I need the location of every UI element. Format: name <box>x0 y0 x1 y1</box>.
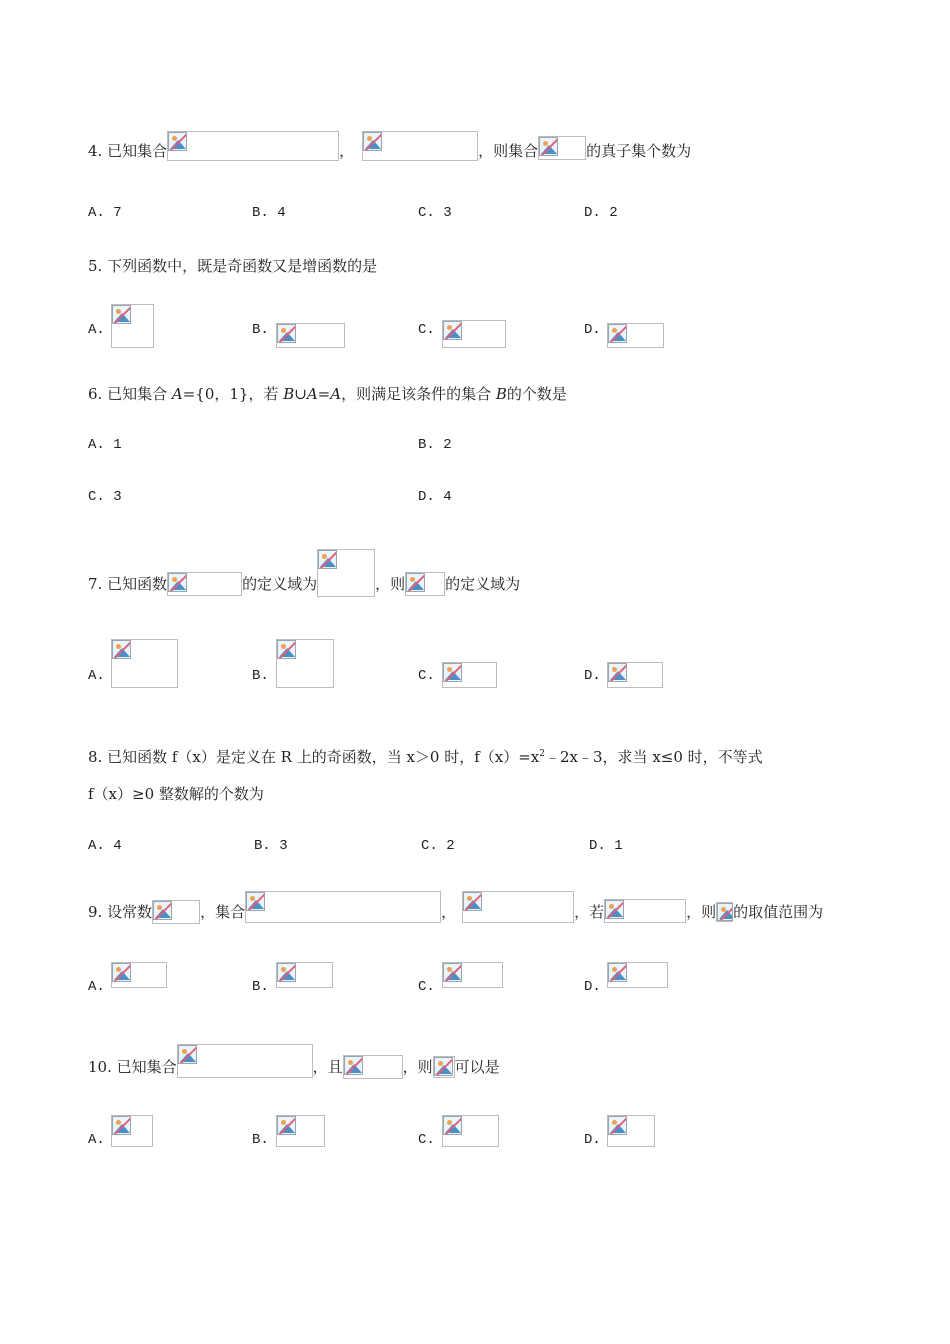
formula-image <box>167 131 339 161</box>
broken-image-icon <box>406 573 425 592</box>
question-8-stem-line1: 8. 已知函数 f（x）是定义在 R 上的奇函数，当 x＞0 时，$f(x)=x^2﹣2x﹣3$，求当 x≤0 时，不等式 <box>88 748 763 766</box>
option-b[interactable]: B. <box>252 979 269 995</box>
question-6-stem: 6. 已知集合 A={0，1}，若 B∪A=A，则满足该条件的集合 B的个数是 <box>88 385 567 403</box>
option-b[interactable]: B. <box>252 322 269 338</box>
formula-image <box>604 899 686 923</box>
broken-image-icon <box>539 137 558 156</box>
question-4-stem: 4. 已知集合 ， ，则集合 的真子集个数为 <box>88 137 870 163</box>
broken-image-icon <box>443 1116 462 1135</box>
option-b[interactable]: B. 4 <box>252 205 286 221</box>
broken-image-icon <box>608 324 627 343</box>
broken-image-icon <box>277 963 296 982</box>
formula-image <box>405 572 445 596</box>
broken-image-icon <box>246 892 265 911</box>
formula-image <box>276 639 334 688</box>
question-7-stem: 7. 已知函数 的定义域为 ，则 的定义域为 <box>88 561 870 587</box>
broken-image-icon <box>112 305 131 324</box>
option-a[interactable]: A. <box>88 322 105 338</box>
formula-image <box>111 962 167 988</box>
formula-image <box>607 962 668 988</box>
broken-image-icon <box>168 573 187 592</box>
option-c[interactable]: C. <box>418 668 435 684</box>
formula-image <box>276 1115 325 1147</box>
broken-image-icon <box>605 900 624 919</box>
question-5-stem: 5. 下列函数中，既是奇函数又是增函数的是 <box>88 257 378 275</box>
broken-image-icon <box>153 901 172 920</box>
formula-image <box>538 136 586 160</box>
formula-image <box>442 962 503 988</box>
formula-image <box>152 900 200 924</box>
question-9-stem: 9. 设常数 ，集合 ， ，若 ，则 的取值范围为 <box>88 897 870 923</box>
formula-image <box>111 639 178 688</box>
option-d[interactable]: D. <box>584 668 601 684</box>
formula-image <box>245 891 441 923</box>
broken-image-icon <box>608 963 627 982</box>
formula-image <box>442 1115 499 1147</box>
option-a[interactable]: A. <box>88 979 105 995</box>
option-d[interactable]: D. 2 <box>584 205 618 221</box>
option-d[interactable]: D. <box>584 322 601 338</box>
formula-image <box>177 1044 313 1078</box>
broken-image-icon <box>112 963 131 982</box>
option-c[interactable]: C. <box>418 1132 435 1148</box>
option-c[interactable]: C. <box>418 979 435 995</box>
broken-image-icon <box>434 1057 453 1076</box>
option-b[interactable]: B. 2 <box>418 437 452 453</box>
formula-image <box>607 1115 655 1147</box>
broken-image-icon <box>463 892 482 911</box>
option-c[interactable]: C. 2 <box>421 838 455 854</box>
broken-image-icon <box>318 550 337 569</box>
option-d[interactable]: D. <box>584 979 601 995</box>
formula-image <box>276 323 345 348</box>
option-a[interactable]: A. 1 <box>88 437 122 453</box>
broken-image-icon <box>717 903 733 921</box>
formula-image <box>343 1055 403 1079</box>
formula-image <box>317 549 375 597</box>
broken-image-icon <box>178 1045 197 1064</box>
option-c[interactable]: C. 3 <box>88 489 122 505</box>
broken-image-icon <box>443 663 462 682</box>
option-c[interactable]: C. <box>418 322 435 338</box>
formula-image <box>442 320 506 348</box>
formula-image <box>167 572 242 596</box>
broken-image-icon <box>608 663 627 682</box>
formula-image <box>462 891 574 923</box>
option-a[interactable]: A. 4 <box>88 838 122 854</box>
formula-image <box>276 962 333 988</box>
broken-image-icon <box>443 963 462 982</box>
formula-image <box>442 662 497 688</box>
broken-image-icon <box>277 324 296 343</box>
option-c[interactable]: C. 3 <box>418 205 452 221</box>
broken-image-icon <box>608 1116 627 1135</box>
broken-image-icon <box>277 1116 296 1135</box>
option-b[interactable]: B. 3 <box>254 838 288 854</box>
broken-image-icon <box>112 640 131 659</box>
option-d[interactable]: D. <box>584 1132 601 1148</box>
formula-image <box>111 1115 153 1147</box>
option-d[interactable]: D. 4 <box>418 489 452 505</box>
option-a[interactable]: A. 7 <box>88 205 122 221</box>
broken-image-icon <box>112 1116 131 1135</box>
broken-image-icon <box>443 321 462 340</box>
formula-image <box>362 131 478 161</box>
option-a[interactable]: A. <box>88 1132 105 1148</box>
formula-image <box>607 662 663 688</box>
formula-image <box>433 1056 455 1078</box>
formula-image <box>716 902 733 922</box>
option-a[interactable]: A. <box>88 668 105 684</box>
broken-image-icon <box>344 1056 363 1075</box>
broken-image-icon <box>277 640 296 659</box>
formula-image <box>607 323 664 348</box>
formula-image <box>111 304 154 348</box>
broken-image-icon <box>363 132 382 151</box>
question-10-stem: 10. 已知集合 ，且 ，则 可以是 <box>88 1051 870 1077</box>
option-b[interactable]: B. <box>252 668 269 684</box>
option-b[interactable]: B. <box>252 1132 269 1148</box>
question-8-stem-line2: f（x）≥0 整数解的个数为 <box>88 785 264 803</box>
option-d[interactable]: D. 1 <box>589 838 623 854</box>
broken-image-icon <box>168 132 187 151</box>
